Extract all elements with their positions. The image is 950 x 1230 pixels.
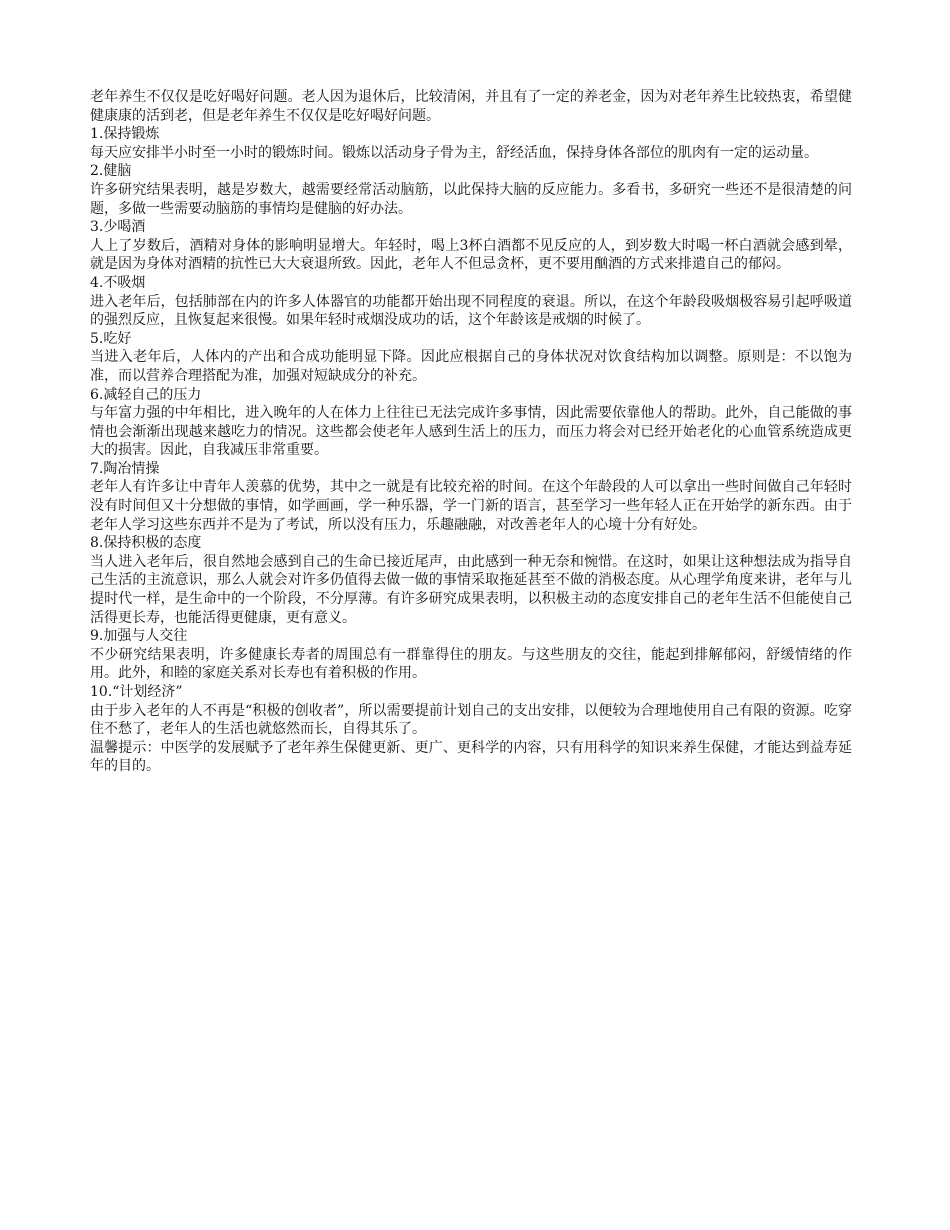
section-heading-1: 1.保持锻炼 (90, 126, 160, 143)
section-body-1: 每天应安排半小时至一小时的锻炼时间。锻炼以活动身子骨为主，舒经活血，保持身体各部位的肌肉有一定的运动量。 (90, 144, 818, 161)
section-body-3: 人上了岁数后，酒精对身体的影响明显增大。年轻时，喝上3杯白酒都不见反应的人，到岁数大时喝一杯白酒就会感到晕，就是因为身体对酒精的抗性已大大衰退所致。因此，老年人不但忌贪杯，更不要用酗酒的方式来排遣自己的郁闷。 (90, 237, 852, 273)
section-heading-7: 7.陶冶情操 (90, 460, 160, 477)
section-body-4: 进入老年后，包括肺部在内的许多人体器官的功能都开始出现不同程度的衰退。所以，在这个年龄段吸烟极容易引起呼吸道的强烈反应，且恢复起来很慢。如果年轻时戒烟没成功的话，这个年龄该是戒烟的时候了。 (90, 293, 852, 329)
intro-paragraph: 老年养生不仅仅是吃好喝好问题。老人因为退休后，比较清闲，并且有了一定的养老金，因为对老年养生比较热衷，希望健健康康的活到老，但是老年养生不仅仅是吃好喝好问题。 (90, 89, 852, 124)
tip-paragraph: 温馨提示：中医学的发展赋予了老年养生保健更新、更广、更科学的内容，只有用科学的知识来养生保健，才能达到益寿延年的目的。 (90, 739, 852, 775)
section-heading-10: 10.“计划经济” (90, 684, 183, 700)
section-body-2: 许多研究结果表明，越是岁数大，越需要经常活动脑筋，以此保持大脑的反应能力。多看书，多研究一些还不是很清楚的问题，多做一些需要动脑筋的事情均是健脑的好办法。 (90, 181, 852, 217)
section-body-7: 老年人有许多让中青年人羡慕的优势，其中之一就是有比较充裕的时间。在这个年龄段的人可以拿出一些时间做自己年轻时没有时间但又十分想做的事情，如学画画，学一种乐器，学一门新的语言，甚至学习一些年轻人正在开始学的新东西。由于老年人学习这些东西并不是为了考试，所以没有压力，乐趣融融，对改善老年人的心境十分有好处。 (90, 479, 852, 533)
section-body-9: 不少研究结果表明，许多健康长寿者的周围总有一群靠得住的朋友。与这些朋友的交往，能起到排解郁闷，舒缓情绪的作用。此外，和睦的家庭关系对长寿也有着积极的作用。 (90, 646, 852, 682)
section-body-10: 由于步入老年的人不再是“积极的创收者”，所以需要提前计划自己的支出安排，以便较为合理地使用自己有限的资源。吃穿住不愁了，老年人的生活也就悠然而长，自得其乐了。 (90, 702, 852, 738)
section-heading-4: 4.不吸烟 (90, 274, 146, 291)
section-body-8: 当人进入老年后，很自然地会感到自己的生命已接近尾声，由此感到一种无奈和惋惜。在这时，如果让这种想法成为指导自己生活的主流意识，那么人就会对许多仍值得去做一做的事情采取拖延甚至不做的消极态度。从心理学角度来讲，老年与儿提时代一样，是生命中的一个阶段，不分厚薄。有许多研究成果表明，以积极主动的态度安排自己的老年生活不但能使自己活得更长寿，也能活得更健康，更有意义。 (90, 553, 852, 626)
section-heading-3: 3.少喝酒 (90, 219, 146, 236)
section-heading-6: 6.减轻自己的压力 (90, 386, 202, 403)
section-heading-2: 2.健脑 (90, 163, 132, 180)
section-heading-9: 9.加强与人交往 (90, 628, 188, 645)
section-body-5: 当进入老年后，人体内的产出和合成功能明显下降。因此应根据自己的身体状况对饮食结构加以调整。原则是：不以饱为准，而以营养合理搭配为准，加强对短缺成分的补充。 (90, 349, 852, 384)
section-heading-8: 8.保持积极的态度 (90, 535, 202, 552)
section-body-6: 与年富力强的中年相比，进入晚年的人在体力上往往已无法完成许多事情，因此需要依靠他人的帮助。此外，自己能做的事情也会渐渐出现越来越吃力的情况。这些都会使老年人感到生活上的压力，而压力将会对已经开始老化的心血管系统造成更大的损害。因此，自我减压非常重要。 (90, 405, 852, 459)
document-page (90, 88, 852, 776)
section-heading-5: 5.吃好 (90, 330, 132, 347)
